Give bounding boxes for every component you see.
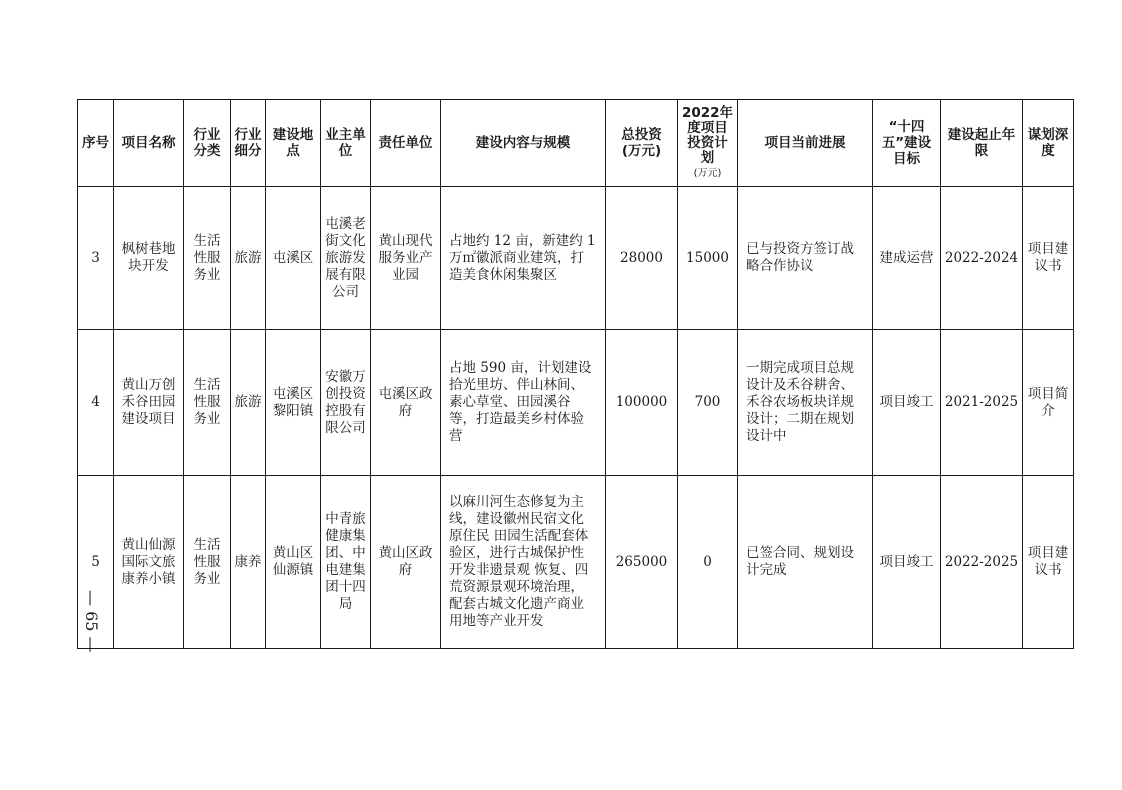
header-row <box>78 100 1074 187</box>
cell-seq: 3 <box>78 187 114 330</box>
cell-depth: 项目简介 <box>1023 330 1074 476</box>
header-goal: “十四五”建设目标 <box>873 100 941 187</box>
cell-total-investment: 265000 <box>606 476 678 649</box>
cell-location: 屯溪区 <box>266 187 321 330</box>
table-row <box>78 330 1074 476</box>
header-owner: 业主单位 <box>321 100 371 187</box>
cell-responsible: 黄山现代服务业产业园 <box>371 187 441 330</box>
cell-responsible: 屯溪区政府 <box>371 330 441 476</box>
table-row <box>78 187 1074 330</box>
header-plan-2022 <box>678 100 738 187</box>
cell-sub-industry: 旅游 <box>231 187 266 330</box>
cell-name: 黄山仙源国际文旅康养小镇 <box>114 476 184 649</box>
cell-industry: 生活性服务业 <box>184 187 231 330</box>
cell-depth: 项目建议书 <box>1023 476 1074 649</box>
header-period: 建设起止年限 <box>941 100 1023 187</box>
header-progress: 项目当前进展 <box>738 100 873 187</box>
header-plan-2022-unit: (万元) <box>693 167 722 179</box>
cell-owner: 屯溪老街文化旅游发展有限公司 <box>321 187 371 330</box>
cell-progress: 已签合同、规划设计完成 <box>738 476 873 649</box>
header-depth: 谋划深度 <box>1023 100 1074 187</box>
table-row <box>78 476 1074 649</box>
cell-depth: 项目建议书 <box>1023 187 1074 330</box>
cell-seq: 4 <box>78 330 114 476</box>
header-sub-industry: 行业细分 <box>231 100 266 187</box>
cell-content: 占地约 12 亩，新建约 1 万㎡徽派商业建筑，打造美食休闲集聚区 <box>441 187 606 330</box>
cell-name: 枫树巷地块开发 <box>114 187 184 330</box>
cell-plan-2022: 0 <box>678 476 738 649</box>
cell-content: 以麻川河生态修复为主线，建设徽州民宿文化原住民 田园生活配套体验区，进行古城保护性开发非遗景观 恢复、四荒资源景观环境治理，配套古城文化遗产商业用地等产业开发 <box>441 476 606 649</box>
cell-period: 2022-2024 <box>941 187 1023 330</box>
cell-progress: 一期完成项目总规设计及禾谷耕舍、禾谷农场板块详规设计；二期在规划设计中 <box>738 330 873 476</box>
cell-industry: 生活性服务业 <box>184 476 231 649</box>
cell-owner: 中青旅健康集团、中电建集团十四局 <box>321 476 371 649</box>
cell-location: 屯溪区黎阳镇 <box>266 330 321 476</box>
cell-period: 2021-2025 <box>941 330 1023 476</box>
header-responsible: 责任单位 <box>371 100 441 187</box>
header-industry: 行业分类 <box>184 100 231 187</box>
cell-progress: 已与投资方签订战略合作协议 <box>738 187 873 330</box>
cell-goal: 项目竣工 <box>873 476 941 649</box>
page-number: — 65 — <box>82 590 101 653</box>
project-table <box>77 99 1074 649</box>
cell-plan-2022: 700 <box>678 330 738 476</box>
cell-responsible: 黄山区政府 <box>371 476 441 649</box>
header-total-investment-label: 总投资 <box>621 127 662 143</box>
cell-plan-2022: 15000 <box>678 187 738 330</box>
cell-owner: 安徽万创投资控股有限公司 <box>321 330 371 476</box>
cell-content: 占地 590 亩，计划建设拾光里坊、伴山林间、素心草堂、田园溪谷等，打造最美乡村体验营 <box>441 330 606 476</box>
cell-period: 2022-2025 <box>941 476 1023 649</box>
cell-goal: 建成运营 <box>873 187 941 330</box>
header-seq: 序号 <box>78 100 114 187</box>
header-location: 建设地点 <box>266 100 321 187</box>
cell-goal: 项目竣工 <box>873 330 941 476</box>
cell-location: 黄山区仙源镇 <box>266 476 321 649</box>
cell-total-investment: 28000 <box>606 187 678 330</box>
cell-total-investment: 100000 <box>606 330 678 476</box>
header-name: 项目名称 <box>114 100 184 187</box>
cell-seq: 5 <box>78 476 114 649</box>
header-total-investment-unit: (万元) <box>621 143 662 159</box>
cell-name: 黄山万创禾谷田园建设项目 <box>114 330 184 476</box>
header-total-investment <box>606 100 678 187</box>
cell-sub-industry: 旅游 <box>231 330 266 476</box>
cell-sub-industry: 康养 <box>231 476 266 649</box>
cell-industry: 生活性服务业 <box>184 330 231 476</box>
header-content: 建设内容与规模 <box>441 100 606 187</box>
header-plan-2022-label: 2022年度项目投资计划 <box>681 104 734 166</box>
